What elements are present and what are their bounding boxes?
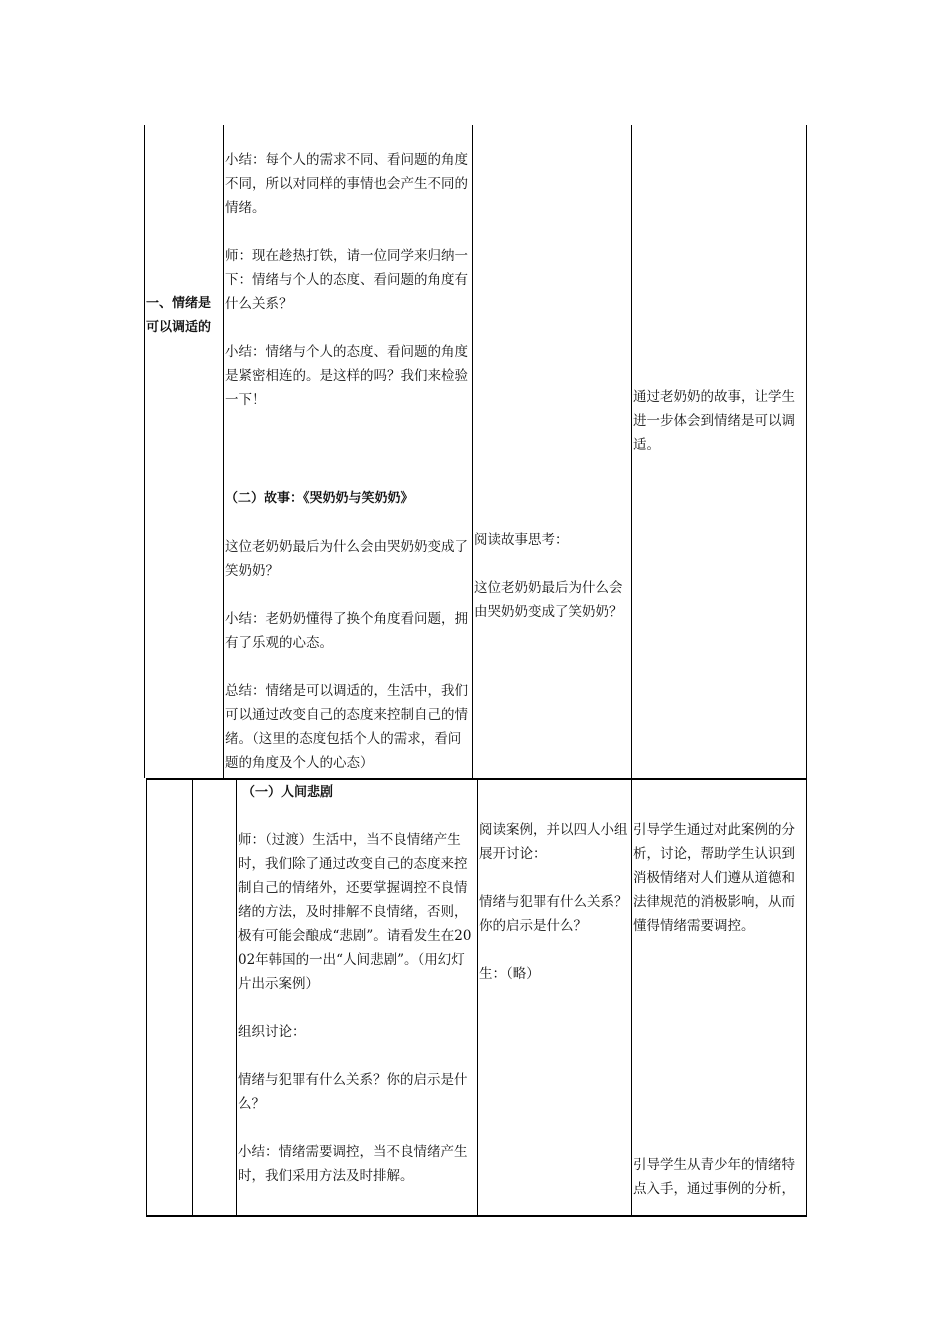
bottom-table-divider-1 — [192, 778, 193, 1216]
bottom-student-column — [479, 818, 631, 986]
student-read-prompt: 阅读故事思考： — [474, 532, 569, 548]
regulation-summary: 小结：情绪需要调控，当不良情绪产生时，我们采用方法及时排解。 — [238, 1144, 468, 1184]
student-answer: 生：（略） — [479, 966, 540, 982]
transition-paragraph: 师：（过渡）生活中，当不良情绪产生时，我们除了通过改变自己的态度来控制自己的情绪外，还要掌握调控不良情绪的方法，及时排解不良情绪，否则，极有可能会酿成“悲剧”。请看发生在2002年韩国的一出“人间悲剧”。（用幻灯片出示案例） — [238, 832, 472, 992]
top-teacher-column — [225, 148, 472, 412]
bottom-table-divider-2 — [236, 778, 237, 1216]
tragedy-heading: （一）人间悲剧 — [242, 785, 334, 800]
top-teacher-column-lower — [225, 535, 472, 775]
top-table-divider-3 — [631, 125, 632, 778]
top-student-column — [474, 528, 631, 624]
discussion-question: 情绪与犯罪有什么关系？你的启示是什么？ — [238, 1072, 468, 1112]
teacher-prompt: 师：现在趁热打铁，请一位同学来归纳一下：情绪与个人的态度、看问题的角度有什么关系？ — [225, 248, 468, 312]
bottom-table-divider-4 — [631, 778, 632, 1216]
top-intent-column: 通过老奶奶的故事，让学生进一步体会到情绪是可以调适。 — [633, 389, 795, 453]
student-question: 这位老奶奶最后为什么会由哭奶奶变成了笑奶奶？ — [474, 580, 623, 620]
case-read-prompt: 阅读案例，并以四人小组展开讨论： — [479, 822, 628, 862]
case-question: 情绪与犯罪有什么关系？你的启示是什么？ — [479, 894, 628, 934]
top-table-divider-2 — [472, 125, 473, 778]
bottom-table-right-border — [806, 778, 807, 1216]
top-table-divider-1 — [223, 125, 224, 778]
top-table-right-border — [806, 125, 807, 778]
story-question: 这位老奶奶最后为什么会由哭奶奶变成了笑奶奶？ — [225, 539, 468, 579]
bottom-table-divider-3 — [477, 778, 478, 1216]
bottom-teacher-column — [238, 828, 477, 1188]
summary-needs: 小结：每个人的需求不同、看问题的角度不同，所以对同样的事情也会产生不同的情绪。 — [225, 152, 468, 216]
story-heading: （二）故事：《哭奶奶与笑奶奶》 — [225, 491, 414, 506]
bottom-intent-text-2: 引导学生从青少年的情绪特点入手，通过事例的分析， — [633, 1157, 795, 1197]
conclusion: 总结：情绪是可以调适的，生活中，我们可以通过改变自己的态度来控制自己的情绪。（这里的态度包括个人的需求，看问题的角度及个人的心态） — [225, 683, 468, 771]
section-label: 一、情绪是可以调适的 — [146, 296, 212, 335]
bottom-table-bottom-border — [146, 1215, 807, 1217]
organize-discussion: 组织讨论： — [238, 1024, 306, 1040]
bottom-table-left-border — [146, 778, 147, 1216]
bottom-intent-text-1: 引导学生通过对此案例的分析，讨论，帮助学生认识到消极情绪对人们遵从道德和法律规范的消极影响，从而懂得情绪需要调控。 — [633, 822, 795, 934]
top-table-left-border — [144, 125, 145, 778]
summary-grandma: 小结：老奶奶懂得了换个角度看问题，拥有了乐观的心态。 — [225, 611, 468, 651]
summary-attitude: 小结：情绪与个人的态度、看问题的角度是紧密相连的。是这样的吗？我们来检验一下！ — [225, 344, 468, 408]
